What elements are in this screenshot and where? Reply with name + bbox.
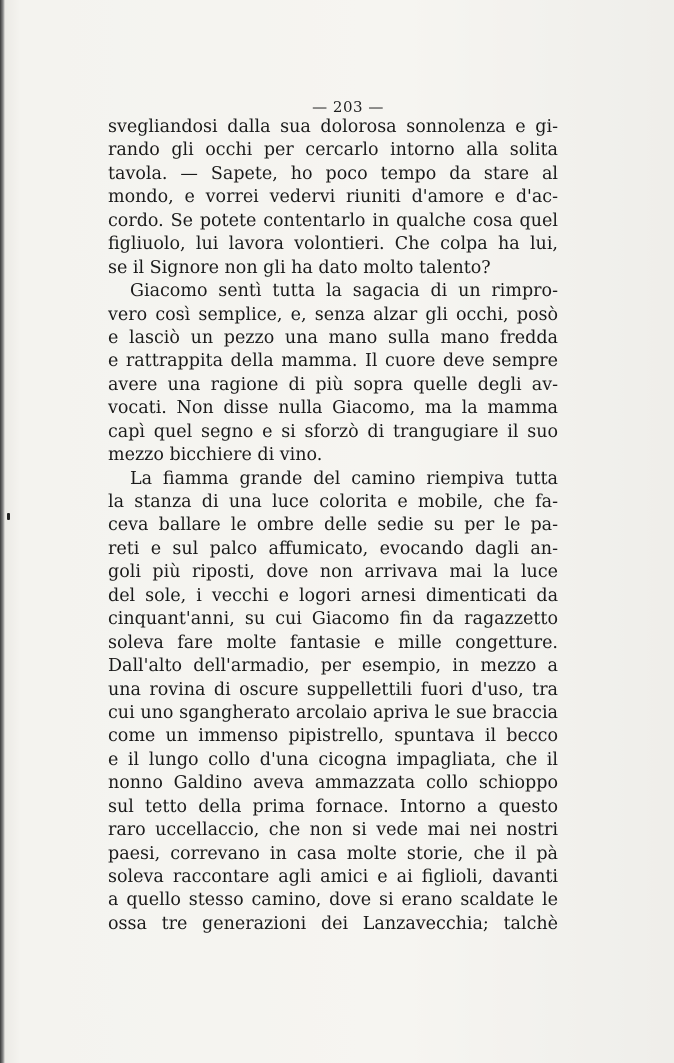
text-line: reti e sul palco affumicato, evocando dagli an- — [108, 538, 558, 559]
text-line: una rovina di oscure suppellettili fuori d'uso, tra — [108, 679, 558, 700]
text-line: capì quel segno e si sforzò di trangugiare il suo — [108, 421, 558, 442]
paragraph-start-line: La fiamma grande del camino riempiva tutta — [130, 468, 558, 489]
text-line: cui uno sgangherato arcolaio apriva le sue braccia — [108, 702, 558, 723]
text-line: mondo, e vorrei vedervi riuniti d'amore e d'ac- — [108, 187, 558, 208]
text-line: cordo. Se potete contentarlo in qualche cosa quel — [108, 210, 558, 231]
page-number: — 203 — — [312, 98, 384, 116]
text-line: ossa tre generazioni dei Lanzavecchia; talchè — [108, 913, 558, 934]
text-line: soleva fare molte fantasie e mille congetture. — [108, 632, 558, 653]
text-line: paesi, correvano in casa molte storie, che il pà — [108, 843, 558, 864]
text-line: sul tetto della prima fornace. Intorno a questo — [108, 796, 558, 817]
body-text — [108, 116, 558, 936]
paragraph-start-line: Giacomo sentì tutta la sagacia di un rimpro- — [130, 281, 558, 302]
text-line: figliuolo, lui lavora volontieri. Che colpa ha lui, — [108, 234, 558, 255]
text-line: raro uccellaccio, che non si vede mai nei nostri — [108, 820, 558, 841]
text-line: se il Signore non gli ha dato molto talento? — [108, 257, 491, 278]
text-line: goli più riposti, dove non arrivava mai la luce — [108, 562, 558, 583]
text-line: la stanza di una luce colorita e mobile, che fa- — [108, 492, 558, 512]
text-line: cinquant'anni, su cui Giacomo fin da ragazzetto — [108, 609, 558, 630]
text-line: a quello stesso camino, dove si erano scaldate le — [108, 890, 558, 911]
text-line: mezzo bicchiere di vino. — [108, 445, 323, 466]
text-line: e lasciò un pezzo una mano sulla mano fredda — [108, 327, 558, 348]
text-line: rando gli occhi per cercarlo intorno alla solita — [108, 140, 558, 161]
text-line: soleva raccontare agli amici e ai figlioli, davanti — [108, 867, 558, 887]
text-line: e rattrappita della mamma. Il cuore deve sempre — [108, 351, 558, 372]
page-spine-shadow — [0, 0, 5, 1063]
text-line: tavola. — Sapete, ho poco tempo da stare al — [108, 163, 558, 184]
text-line: e il lungo collo d'una cicogna impagliata, che il — [108, 749, 558, 770]
text-line: ceva ballare le ombre delle sedie su per le pa- — [108, 515, 558, 536]
text-line: nonno Galdino aveva ammazzata collo schioppo — [108, 773, 558, 794]
text-line: come un immenso pipistrello, spuntava il becco — [108, 726, 558, 747]
text-line: vocati. Non disse nulla Giacomo, ma la mamma — [108, 398, 558, 419]
text-line: Dall'alto dell'armadio, per esempio, in mezzo a — [108, 656, 558, 677]
text-line: vero così semplice, e, senza alzar gli occhi, posò — [108, 304, 558, 325]
ink-speck — [7, 513, 10, 520]
text-line: svegliandosi dalla sua dolorosa sonnolenza e gi- — [108, 117, 558, 137]
text-line: del sole, i vecchi e logori arnesi dimenticati da — [108, 585, 558, 606]
text-line: avere una ragione di più sopra quelle degli av- — [108, 374, 558, 395]
